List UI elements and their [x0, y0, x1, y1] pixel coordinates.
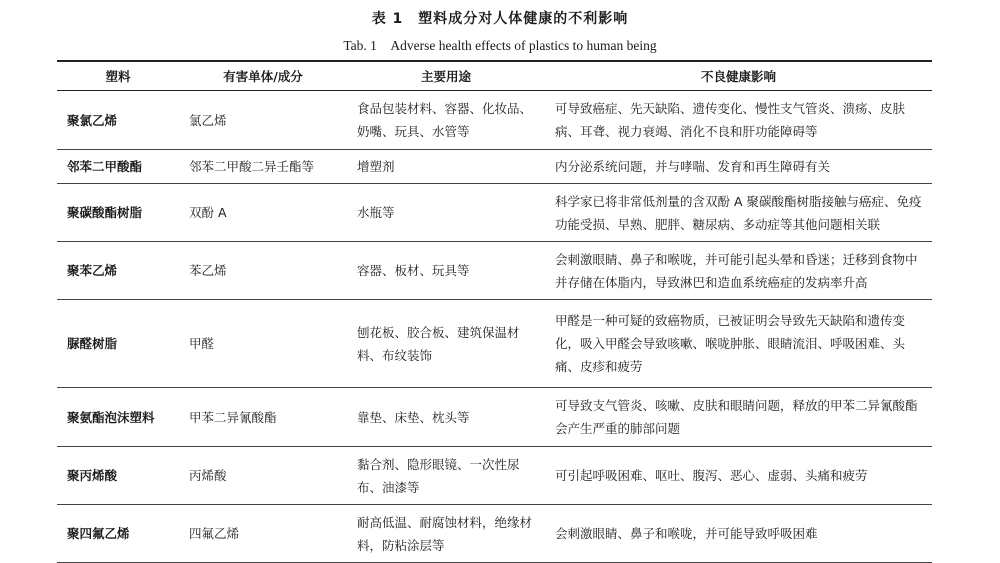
cell-plastic: 脲醛树脂	[67, 336, 118, 351]
header-row	[57, 61, 932, 91]
cell-component: 四氟乙烯	[189, 526, 240, 541]
cell-plastic: 聚碳酸酯树脂	[67, 205, 143, 220]
cell-plastic: 聚苯乙烯	[67, 263, 118, 278]
table-row	[57, 184, 932, 242]
cell-effects: 可导致癌症、先天缺陷、遗传变化、慢性支气管炎、溃疡、皮肤病、耳聋、视力衰竭、消化不良和肝功能障碍等	[555, 101, 906, 139]
table-row	[57, 388, 932, 447]
table-header	[57, 61, 932, 91]
table-row	[57, 150, 932, 184]
cell-component: 甲醛	[189, 336, 215, 351]
cell-uses: 刨花板、胶合板、建筑保温材料、布纹装饰	[357, 324, 520, 363]
cell-plastic: 聚丙烯酸	[67, 468, 118, 483]
cell-uses: 增塑剂	[357, 159, 395, 174]
header-uses: 主要用途	[420, 69, 471, 84]
cell-uses: 靠垫、床垫、枕头等	[357, 409, 470, 425]
cell-component: 氯乙烯	[189, 112, 227, 128]
table-row	[57, 505, 932, 563]
cell-plastic: 邻苯二甲酸酯	[67, 159, 143, 174]
header-effects: 不良健康影响	[700, 69, 776, 84]
cell-effects: 可引起呼吸困难、呕吐、腹泻、恶心、虚弱、头痛和疲劳	[555, 468, 868, 483]
table-row	[57, 447, 932, 505]
cell-uses: 耐高低温、耐腐蚀材料，绝缘材料，防粘涂层等	[357, 514, 533, 553]
cell-component: 丙烯酸	[189, 468, 227, 483]
table-row	[57, 91, 932, 150]
table-title-cn: 表 1 塑料成分对人体健康的不利影响	[371, 11, 629, 27]
cell-plastic: 聚氨酯泡沫塑料	[67, 409, 155, 425]
table-body	[57, 91, 932, 563]
header-component: 有害单体/成分	[223, 69, 303, 84]
cell-plastic: 聚氯乙烯	[67, 112, 118, 128]
cell-uses: 容器、板材、玩具等	[357, 263, 470, 278]
cell-effects: 科学家已将非常低剂量的含双酚 A 聚碳酸酯树脂接触与癌症、免疫功能受损、早熟、肥胖、糖尿病、多动症等其他问题相关联	[555, 193, 922, 232]
cell-effects: 可导致支气管炎、咳嗽、皮肤和眼睛问题，释放的甲苯二异氰酸酯会产生严重的肺部问题	[555, 398, 918, 436]
table-title-en: Tab. 1 Adverse health effects of plastics to human being	[343, 38, 657, 53]
cell-effects: 内分泌系统问题，并与哮喘、发育和再生障碍有关	[555, 159, 831, 174]
cell-uses: 黏合剂、隐形眼镜、一次性尿布、油漆等	[357, 456, 520, 495]
table-row	[57, 300, 932, 388]
cell-effects: 会刺激眼睛、鼻子和喉咙，并可能导致呼吸困难	[555, 526, 818, 541]
cell-component: 邻苯二甲酸二异壬酯等	[189, 159, 315, 174]
cell-component: 双酚 A	[189, 205, 227, 220]
cell-plastic: 聚四氟乙烯	[67, 526, 130, 541]
cell-component: 苯乙烯	[189, 263, 227, 278]
cell-component: 甲苯二异氰酸酯	[189, 409, 277, 425]
cell-uses: 水瓶等	[357, 205, 395, 220]
cell-uses: 食品包装材料、容器、化妆品、奶嘴、玩具、水管等	[357, 101, 533, 139]
header-plastic: 塑料	[105, 69, 131, 84]
cell-effects: 甲醛是一种可疑的致癌物质，已被证明会导致先天缺陷和遗传变化，吸入甲醛会导致咳嗽、喉咙肿胀、眼睛流泪、呼吸困难、头痛、皮疹和疲劳	[555, 313, 906, 374]
cell-effects: 会刺激眼睛、鼻子和喉咙，并可能引起头晕和昏迷；迁移到食物中并存储在体脂内，导致淋巴和造血系统癌症的发病率升高	[555, 251, 918, 290]
table-row	[57, 242, 932, 300]
health-effects-table-wrapper	[57, 60, 932, 563]
health-effects-table	[57, 60, 932, 563]
